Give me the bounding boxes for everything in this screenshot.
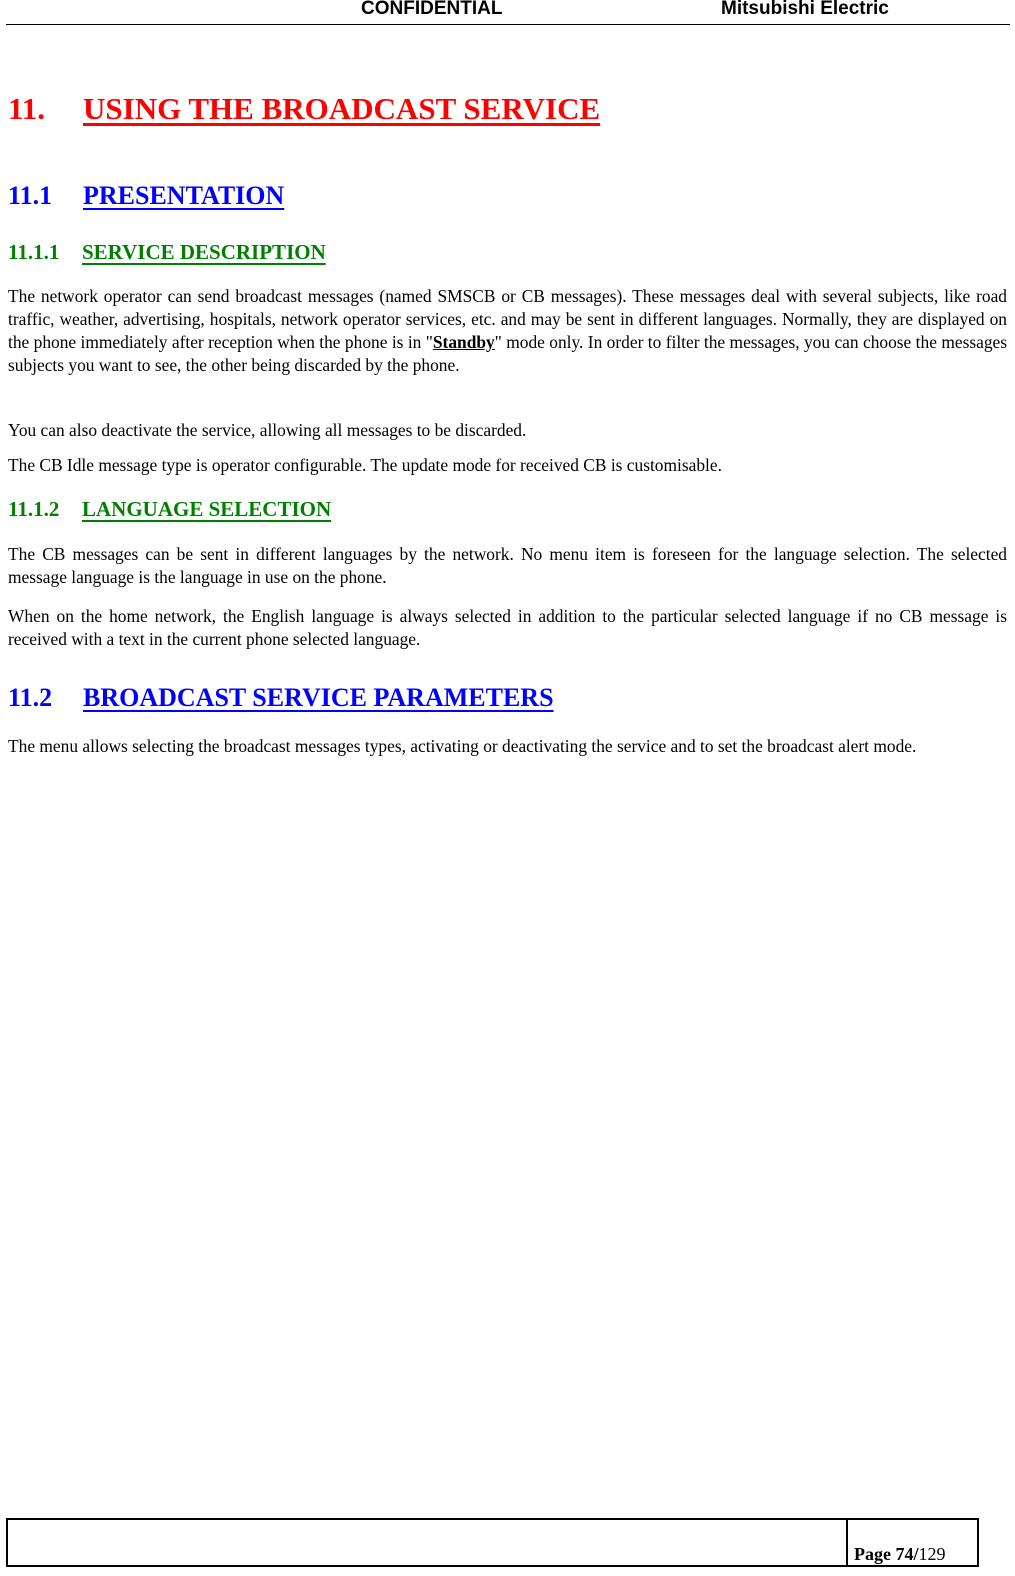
section-number: 11. (8, 91, 46, 126)
paragraph-text: " mode only. In order to filter the messages, you can choose the messages subjects you want to see, the other being discarded by the phone. (8, 332, 1008, 375)
service-description-paragraph-1 (8, 285, 1007, 377)
paragraph-text: The network operator can send broadcast messages (named SMSCB or CB messages). These messages deal with several subjects, like road traffic, weather, advertising, hospitals, network operator services, etc. and may be sent in different languages. Normally, they are displayed on the phone immediately after reception when the phone is in " (8, 286, 1007, 352)
page-number (854, 1544, 946, 1565)
section-title: USING THE BROADCAST SERVICE (83, 91, 601, 126)
section-11-1-heading (8, 181, 284, 211)
service-description-paragraph-2: You can also deactivate the service, allowing all messages to be discarded. (8, 420, 527, 440)
page-label: Page 74/ (854, 1544, 919, 1564)
section-number: 11.1.1 (8, 240, 60, 264)
standby-keyword: Standby (432, 332, 495, 352)
page-total: 129 (918, 1544, 946, 1564)
section-11-heading (8, 91, 600, 127)
confidentiality-label: CONFIDENTIAL (361, 0, 503, 19)
company-name: Mitsubishi Electric (721, 0, 889, 19)
section-11-1-1-heading (8, 240, 326, 265)
page-header (6, 0, 1010, 25)
section-11-1-2-heading (8, 497, 331, 522)
section-title: PRESENTATION (83, 181, 285, 210)
section-number: 11.2 (8, 683, 53, 712)
section-title: SERVICE DESCRIPTION (82, 240, 326, 264)
broadcast-parameters-paragraph: The menu allows selecting the broadcast messages types, activating or deactivating the service and to set the broadcast alert mode. (8, 736, 917, 756)
page-footer (6, 1518, 979, 1567)
service-description-paragraph-3: The CB Idle message type is operator configurable. The update mode for received CB is customisable. (8, 455, 722, 475)
section-number: 11.1.2 (8, 497, 60, 521)
language-selection-paragraph-1: The CB messages can be sent in different languages by the network. No menu item is foreseen for the language selection. The selected message language is the language in use on the phone. (8, 544, 1007, 587)
section-title: LANGUAGE SELECTION (82, 497, 332, 521)
section-title: BROADCAST SERVICE PARAMETERS (83, 683, 554, 712)
section-number: 11.1 (8, 181, 53, 210)
footer-divider (846, 1520, 848, 1565)
section-11-2-heading (8, 683, 554, 713)
language-selection-paragraph-2: When on the home network, the English language is always selected in addition to the particular selected language if no CB message is received with a text in the current phone selected language. (8, 606, 1007, 649)
